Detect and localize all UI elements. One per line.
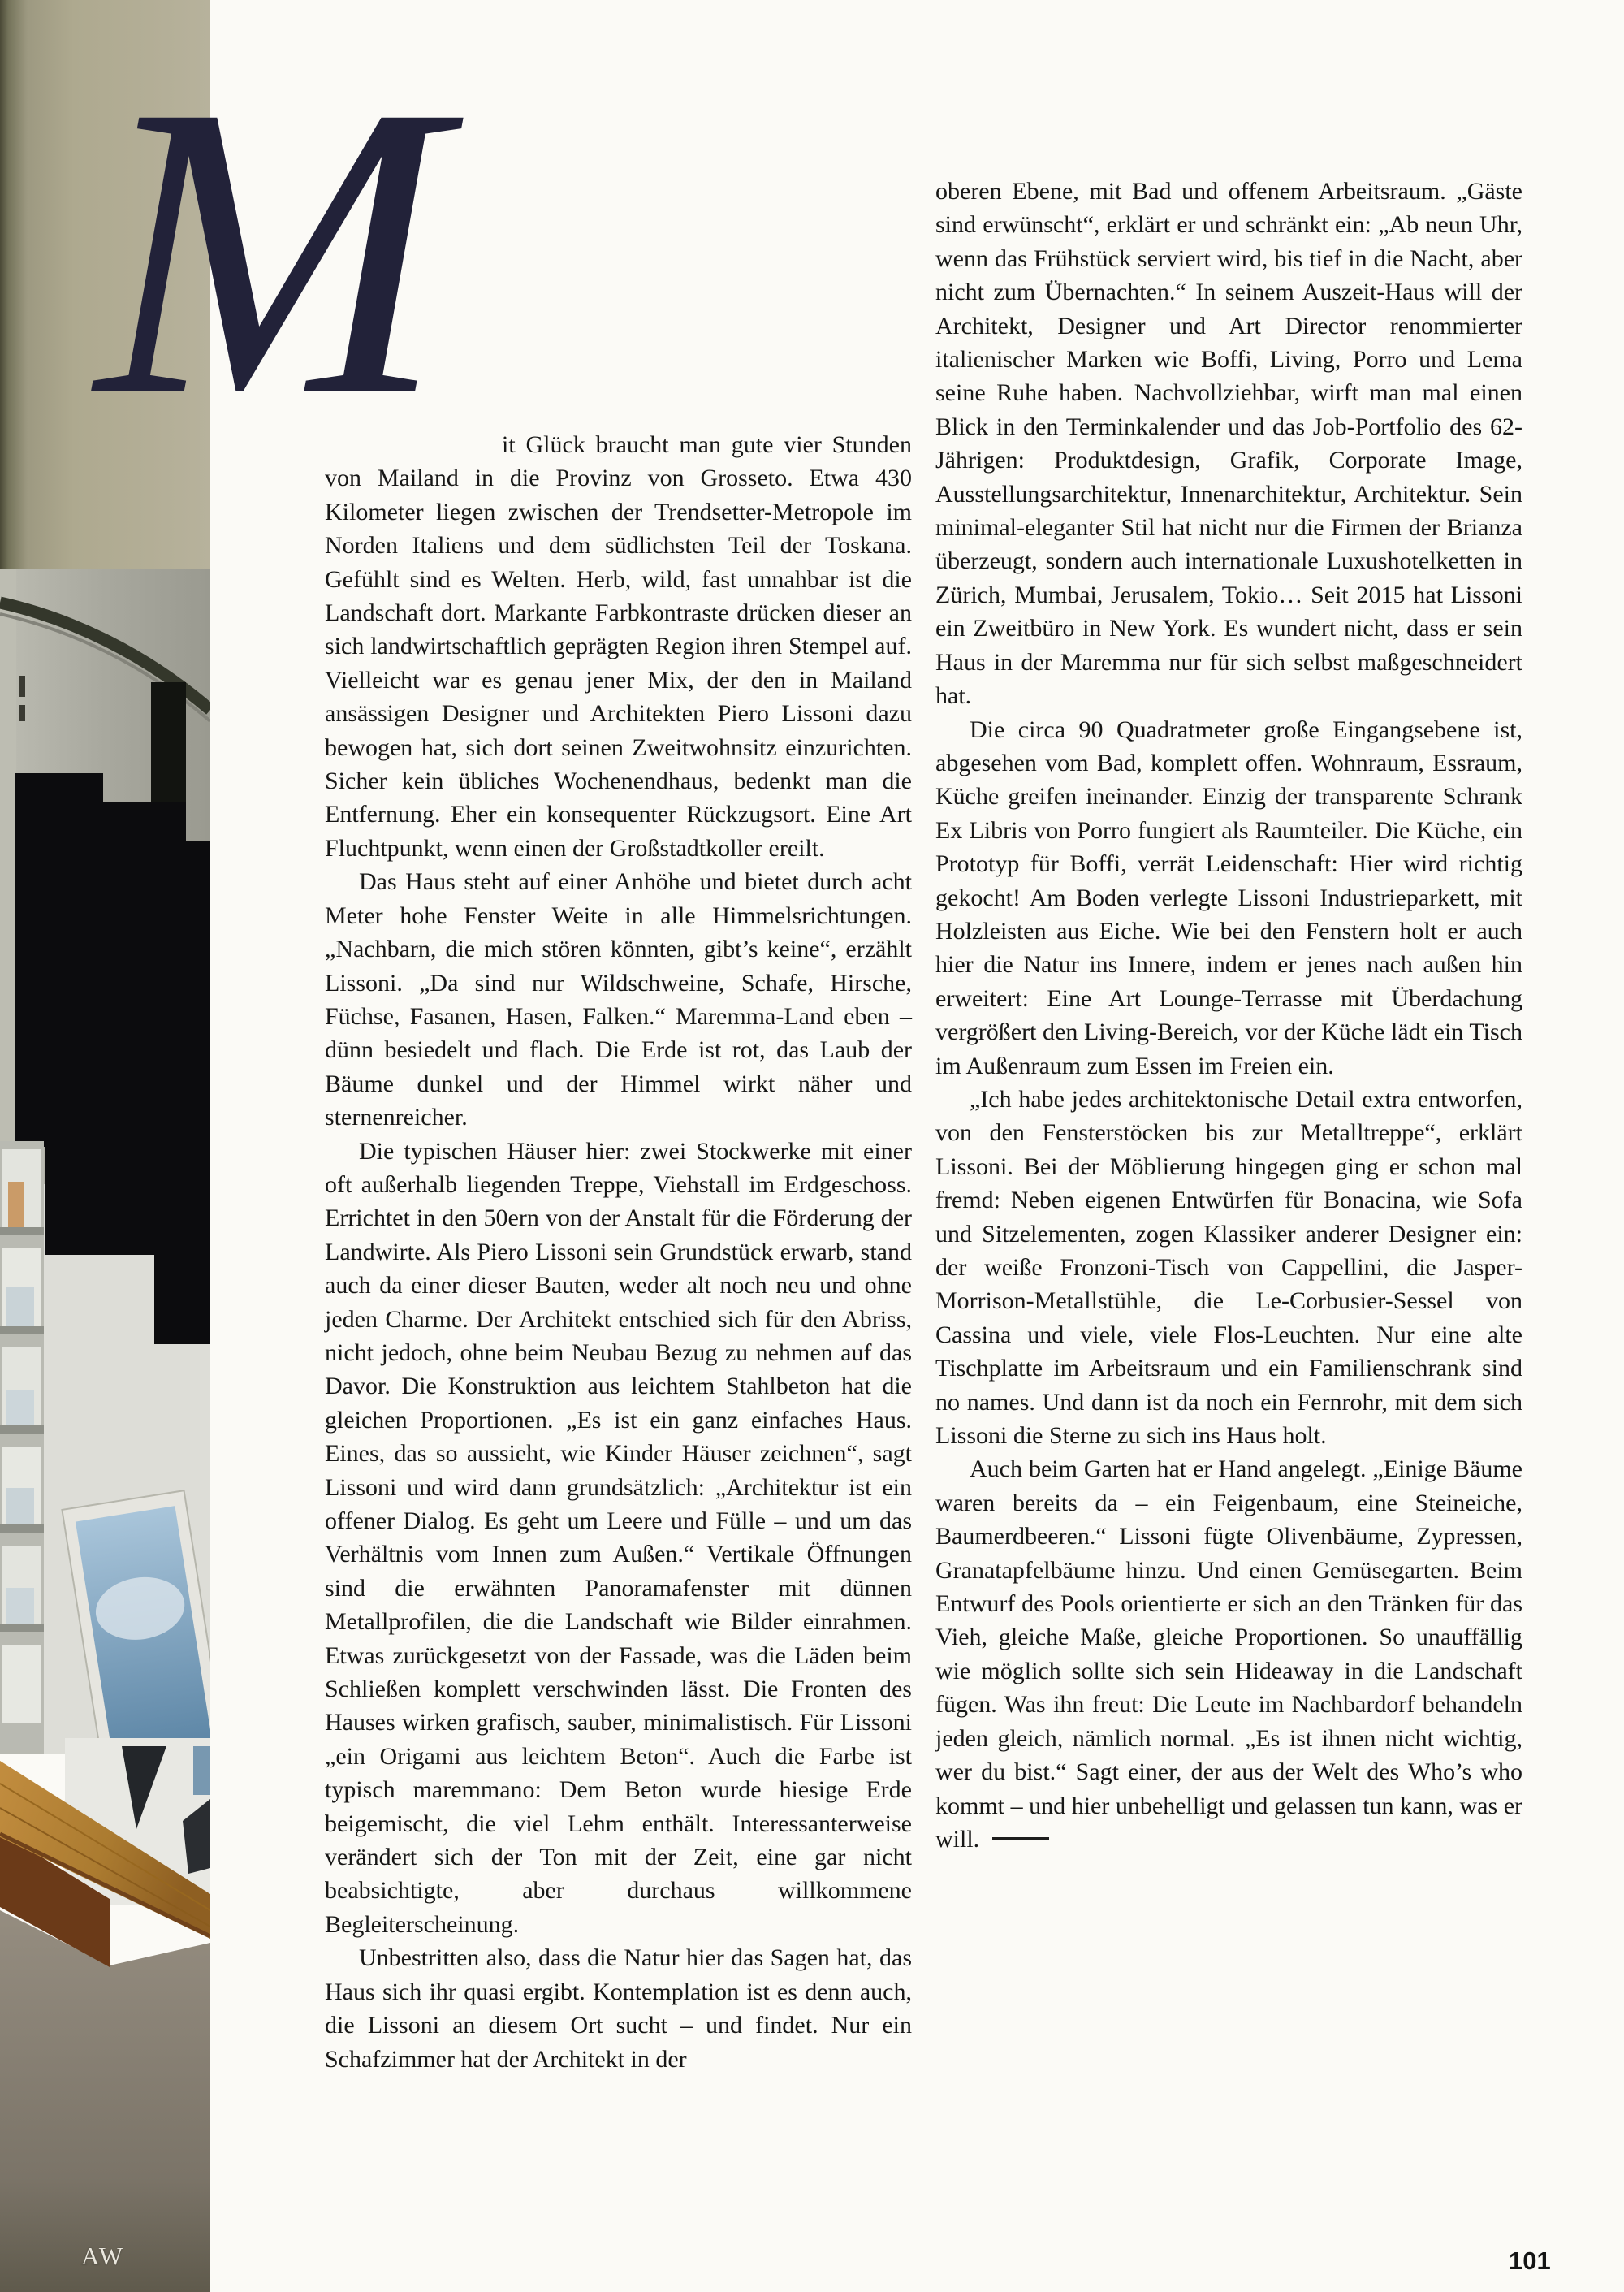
article-column-2 (935, 175, 1522, 1856)
aw-magazine-logo: AW (81, 2242, 125, 2270)
paragraph: it Glück braucht man gute vier Stunden von Mailand in die Provinz von Grosseto. Etwa 430 Kilometer liegen zwischen der Trendsetter-Metropole im Norden Italiens und dem südlichsten Teil der Toskana. Gefühlt sind es Welten. Herb, wild, fast unnahbar ist die Landschaft dort. Markante Farbkontraste drücken dieser an sich landwirtschaftlich geprägten Region ihren Stempel auf. Vielleicht war es genau jener Mix, der den in Mailand ansässigen Designer und Architekten Piero Lissoni dazu bewogen hat, sich dort seinen Zweitwohnsitz einzurichten. Sicher kein übliches Wochenendhaus, bedenkt man die Entfernung. Eher ein konsequenter Rückzugsort. Eine Art Fluchtpunkt, wenn einen der Großstadtkoller ereilt. (325, 431, 912, 862)
end-of-article-dash (992, 1837, 1049, 1840)
paragraph-text: Auch beim Garten hat er Hand angelegt. „Einige Bäume waren bereits da – ein Feigenbaum, eine Steineiche, Baumerdbeeren.“ Lissoni fügte Olivenbäume, Zypressen, Granatapfelbäume hinzu. Und einen Gemüsegarten. Beim Entwurf des Pools orientierte er sich an den Tränken für das Vieh, gleiche Maße, gleiche Proportionen. So unauffällig wie möglich sollte sich sein Hideaway in die Landschaft fügen. Was ihn freut: Die Leute im Nachbardorf behandeln jeden gleich, nämlich normal. „Es ist ihnen nicht wichtig, wer du bist.“ Sagt einer, der aus der Welt des Who’s who kommt – und hier unbehelligt und gelassen tun kann, was er will. (935, 1455, 1522, 1853)
paragraph: Unbestritten also, dass die Natur hier das Sagen hat, das Haus sich ihr quasi ergibt. Kontemplation ist es denn auch, die Lissoni an diesem Ort sucht – und findet. Nur ein Schafzimmer hat der Architekt in der (325, 1944, 912, 2073)
page-number: 101 (1509, 2247, 1551, 2275)
drop-cap-M: M (96, 19, 444, 482)
article-column-1 (325, 428, 912, 2076)
paragraph: oberen Ebene, mit Bad und offenem Arbeitsraum. „Gäste sind erwünscht“, erklärt er und schränkt ein: „Ab neun Uhr, wenn das Frühstück serviert wird, bis tief in die Nacht, aber nicht zum Übernachten.“ In seinem Auszeit-Haus will der Architekt, Designer und Art Director renommierter italienischer Marken wie Boffi, Living, Porro und Lema seine Ruhe haben. Nachvollziehbar, wirft man mal einen Blick in den Terminkalender und das Job-Portfolio des 62-Jährigen: Produktdesign, Grafik, Corporate Image, Ausstellungsarchitektur, Innenarchitektur, Architektur. Sein minimal-eleganter Stil hat nicht nur die Firmen der Brianza überzeugt, sondern auch internationale Luxushotelketten in Zürich, Mumbai, Jerusalem, Tokio… Seit 2015 hat Lissoni ein Zweitbüro in New York. Es wundert nicht, dass er sein Haus in der Maremma nur für sich selbst maßgeschneidert hat. (935, 178, 1522, 710)
paragraph: Das Haus steht auf einer Anhöhe und bietet durch acht Meter hohe Fenster Weite in alle Himmelsrichtungen. „Nachbarn, die mich stören könnten, gibt’s keine“, erzählt Lissoni. „Da sind nur Wildschweine, Schafe, Hirsche, Füchse, Fasanen, Hasen, Falken.“ Maremma-Land eben – dünn besiedelt und flach. Die Erde ist rot, das Laub der Bäume dunkel und der Himmel wirkt näher und sternenreicher. (325, 868, 912, 1131)
paragraph (935, 1452, 1522, 1856)
paragraph: Die typischen Häuser hier: zwei Stockwerke mit einer oft außerhalb liegenden Treppe, Viehstall im Erdgeschoss. Errichtet in den 50ern von der Anstalt für die Förderung der Landwirte. Als Piero Lissoni sein Grundstück erwarb, stand auch da einer dieser Bauten, weder alt noch neu und ohne jeden Charme. Der Architekt entschied sich für den Abriss, nicht jedoch, ohne beim Neubau Bezug zu nehmen auf das Davor. Die Konstruktion aus leichtem Stahlbeton hat die gleichen Proportionen. „Es ist ein ganz einfaches Haus. Eines, das so aussieht, wie Kinder Häuser zeichnen“, sagt Lissoni und wird dann grundsätzlich: „Architektur ist ein offener Dialog. Es geht um Leere und Fülle – und um das Verhältnis vom Innen zum Außen.“ Vertikale Öffnungen sind die erwähnten Panoramafenster mit dünnen Metallprofilen, die die Landschaft wie Bilder einrahmen. Etwas zurückgesetzt von der Fassade, was die Läden beim Schließen komplett verschwinden lässt. Die Fronten des Hauses wirken grafisch, sauber, minimalistisch. Für Lissoni „ein Origami aus leichtem Beton“. Auch die Farbe ist typisch maremmano: Dem Beton wurde hiesige Erde beigemischt, die viel Lehm enthält. Interessanterweise verändert sich der Ton mit der Zeit, eine gar nicht beabsichtigte, aber durchaus willkommene Begleiterscheinung. (325, 1137, 912, 1938)
paragraph: „Ich habe jedes architektonische Detail extra entworfen, von den Fensterstöcken bis zur Metalltreppe“, erklärt Lissoni. Bei der Möblierung hingegen ging er schon mal fremd: Neben eigenen Entwürfen für Bonacina, wie Sofa und Sitzelementen, zogen Klassiker anderer Designer ein: der weiße Fronzoni-Tisch von Cappellini, die Jasper-Morrison-Metallstühle, die Le-Corbusier-Sessel von Cassina und viele, viele Flos-Leuchten. Nur eine alte Tischplatte im Arbeitsraum und ein Familienschrank sind no names. Und dann ist da noch ein Fernrohr, mit dem sich Lissoni die Sterne zu sich ins Haus holt. (935, 1085, 1522, 1450)
paragraph: Die circa 90 Quadratmeter große Eingangsebene ist, abgesehen vom Bad, komplett offen. Wohnraum, Essraum, Küche greifen ineinander. Einzig der transparente Schrank Ex Libris von Porro fungiert als Raumteiler. Die Küche, ein Prototyp für Boffi, verrät Leidenschaft: Hier wird richtig gekocht! Am Boden verlegte Lissoni Industrieparkett, mit Holzleisten aus Eiche. Wie bei den Fenstern holt er auch hier die Natur ins Innere, indem er jenes nach außen hin erweitert: Eine Art Lounge-Terrasse mit Überdachung vergrößert den Living-Bereich, vor der Küche lädt ein Tisch im Außenraum zum Essen im Freien ein. (935, 716, 1522, 1079)
